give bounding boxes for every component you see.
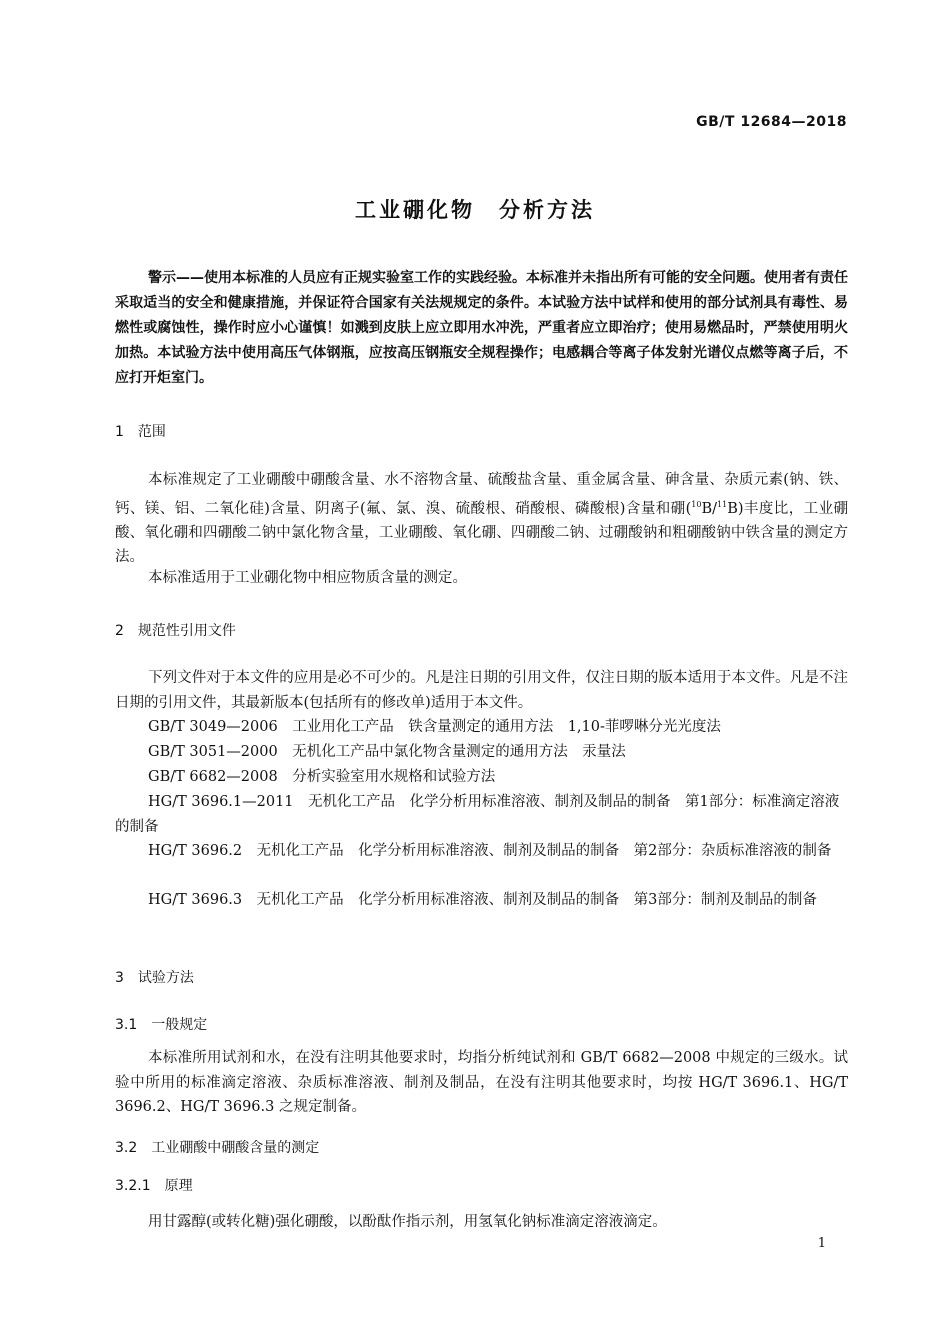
isotope-10-sup: 10	[691, 499, 702, 509]
section-3-2-1-heading: 3.2.1 原理	[115, 1178, 193, 1194]
scope-text-b: B/	[701, 500, 717, 517]
reference-item: GB/T 6682—2008 分析实验室用水规格和试验方法	[148, 769, 496, 785]
reference-item: HG/T 3696.1—2011 无机化工产品 化学分析用标准溶液、制剂及制品的制备 第1部分：标准滴定溶液的制备	[115, 794, 840, 835]
principle-paragraph: 用甘露醇(或转化糖)强化硼酸，以酚酞作指示剂，用氢氧化钠标准滴定溶液滴定。	[148, 1214, 667, 1230]
standard-number: GB/T 12684—2018	[696, 114, 847, 130]
scope-text-c: B)丰度比，工业硼酸、氧化硼和四硼酸二钠中氯化物含量，工业硼酸、氧化硼、四硼酸二钠、过硼酸钠和粗硼酸钠中铁含量的测定方法。	[115, 500, 848, 566]
reference-item: GB/T 3049—2006 工业用化工产品 铁含量测定的通用方法 1,10-菲啰啉分光光度法	[148, 719, 721, 735]
section-3-1-heading: 3.1 一般规定	[115, 1017, 208, 1033]
general-rules-paragraph: 本标准所用试剂和水，在没有注明其他要求时，均指分析纯试剂和 GB/T 6682—2008 中规定的三级水。试验中所用的标准滴定溶液、杂质标准溶液、制剂及制品，在没有注明其他要求时，均按 HG/T 3696.1、HG/T 3696.2、HG/T 3696.3 之规定制备。	[115, 1050, 848, 1115]
section-3-heading: 3 试验方法	[115, 970, 194, 986]
page-number: 1	[817, 1236, 826, 1251]
section-2-heading: 2 规范性引用文件	[115, 623, 236, 639]
reference-item: GB/T 3051—2000 无机化工产品中氯化物含量测定的通用方法 汞量法	[148, 744, 626, 760]
scope-paragraph-2: 本标准适用于工业硼化物中相应物质含量的测定。	[148, 570, 467, 586]
isotope-11-sup: 11	[717, 499, 728, 509]
scope-text-a: 本标准规定了工业硼酸中硼酸含量、水不溶物含量、硫酸盐含量、重金属含量、砷含量、杂质元素(钠、铁、钙、镁、铝、二氧化硅)含量、阴离子(氟、氯、溴、硫酸根、硝酸根、磷酸根)含量和硼(	[115, 472, 848, 517]
references-intro: 下列文件对于本文件的应用是必不可少的。凡是注日期的引用文件，仅注日期的版本适用于本文件。凡是不注日期的引用文件，其最新版本(包括所有的修改单)适用于本文件。	[115, 670, 848, 711]
section-3-2-heading: 3.2 工业硼酸中硼酸含量的测定	[115, 1140, 320, 1156]
reference-item: HG/T 3696.3 无机化工产品 化学分析用标准溶液、制剂及制品的制备 第3部分：制剂及制品的制备	[148, 892, 817, 908]
scope-paragraph-1	[115, 468, 848, 570]
warning-paragraph: 警示——使用本标准的人员应有正规实验室工作的实践经验。本标准并未指出所有可能的安全问题。使用者有责任采取适当的安全和健康措施，并保证符合国家有关法规规定的条件。本试验方法中试样和使用的部分试剂具有毒性、易燃性或腐蚀性，操作时应小心谨慎！如溅到皮肤上应立即用水冲洗，严重者应立即治疗；使用易燃品时，严禁使用明火加热。本试验方法中使用高压气体钢瓶，应按高压钢瓶安全规程操作；电感耦合等离子体发射光谱仪点燃等离子后，不应打开炬室门。	[115, 270, 848, 386]
reference-item: HG/T 3696.2 无机化工产品 化学分析用标准溶液、制剂及制品的制备 第2部分：杂质标准溶液的制备	[148, 843, 832, 859]
section-1-heading: 1 范围	[115, 424, 166, 440]
document-title: 工业硼化物 分析方法	[355, 198, 595, 222]
